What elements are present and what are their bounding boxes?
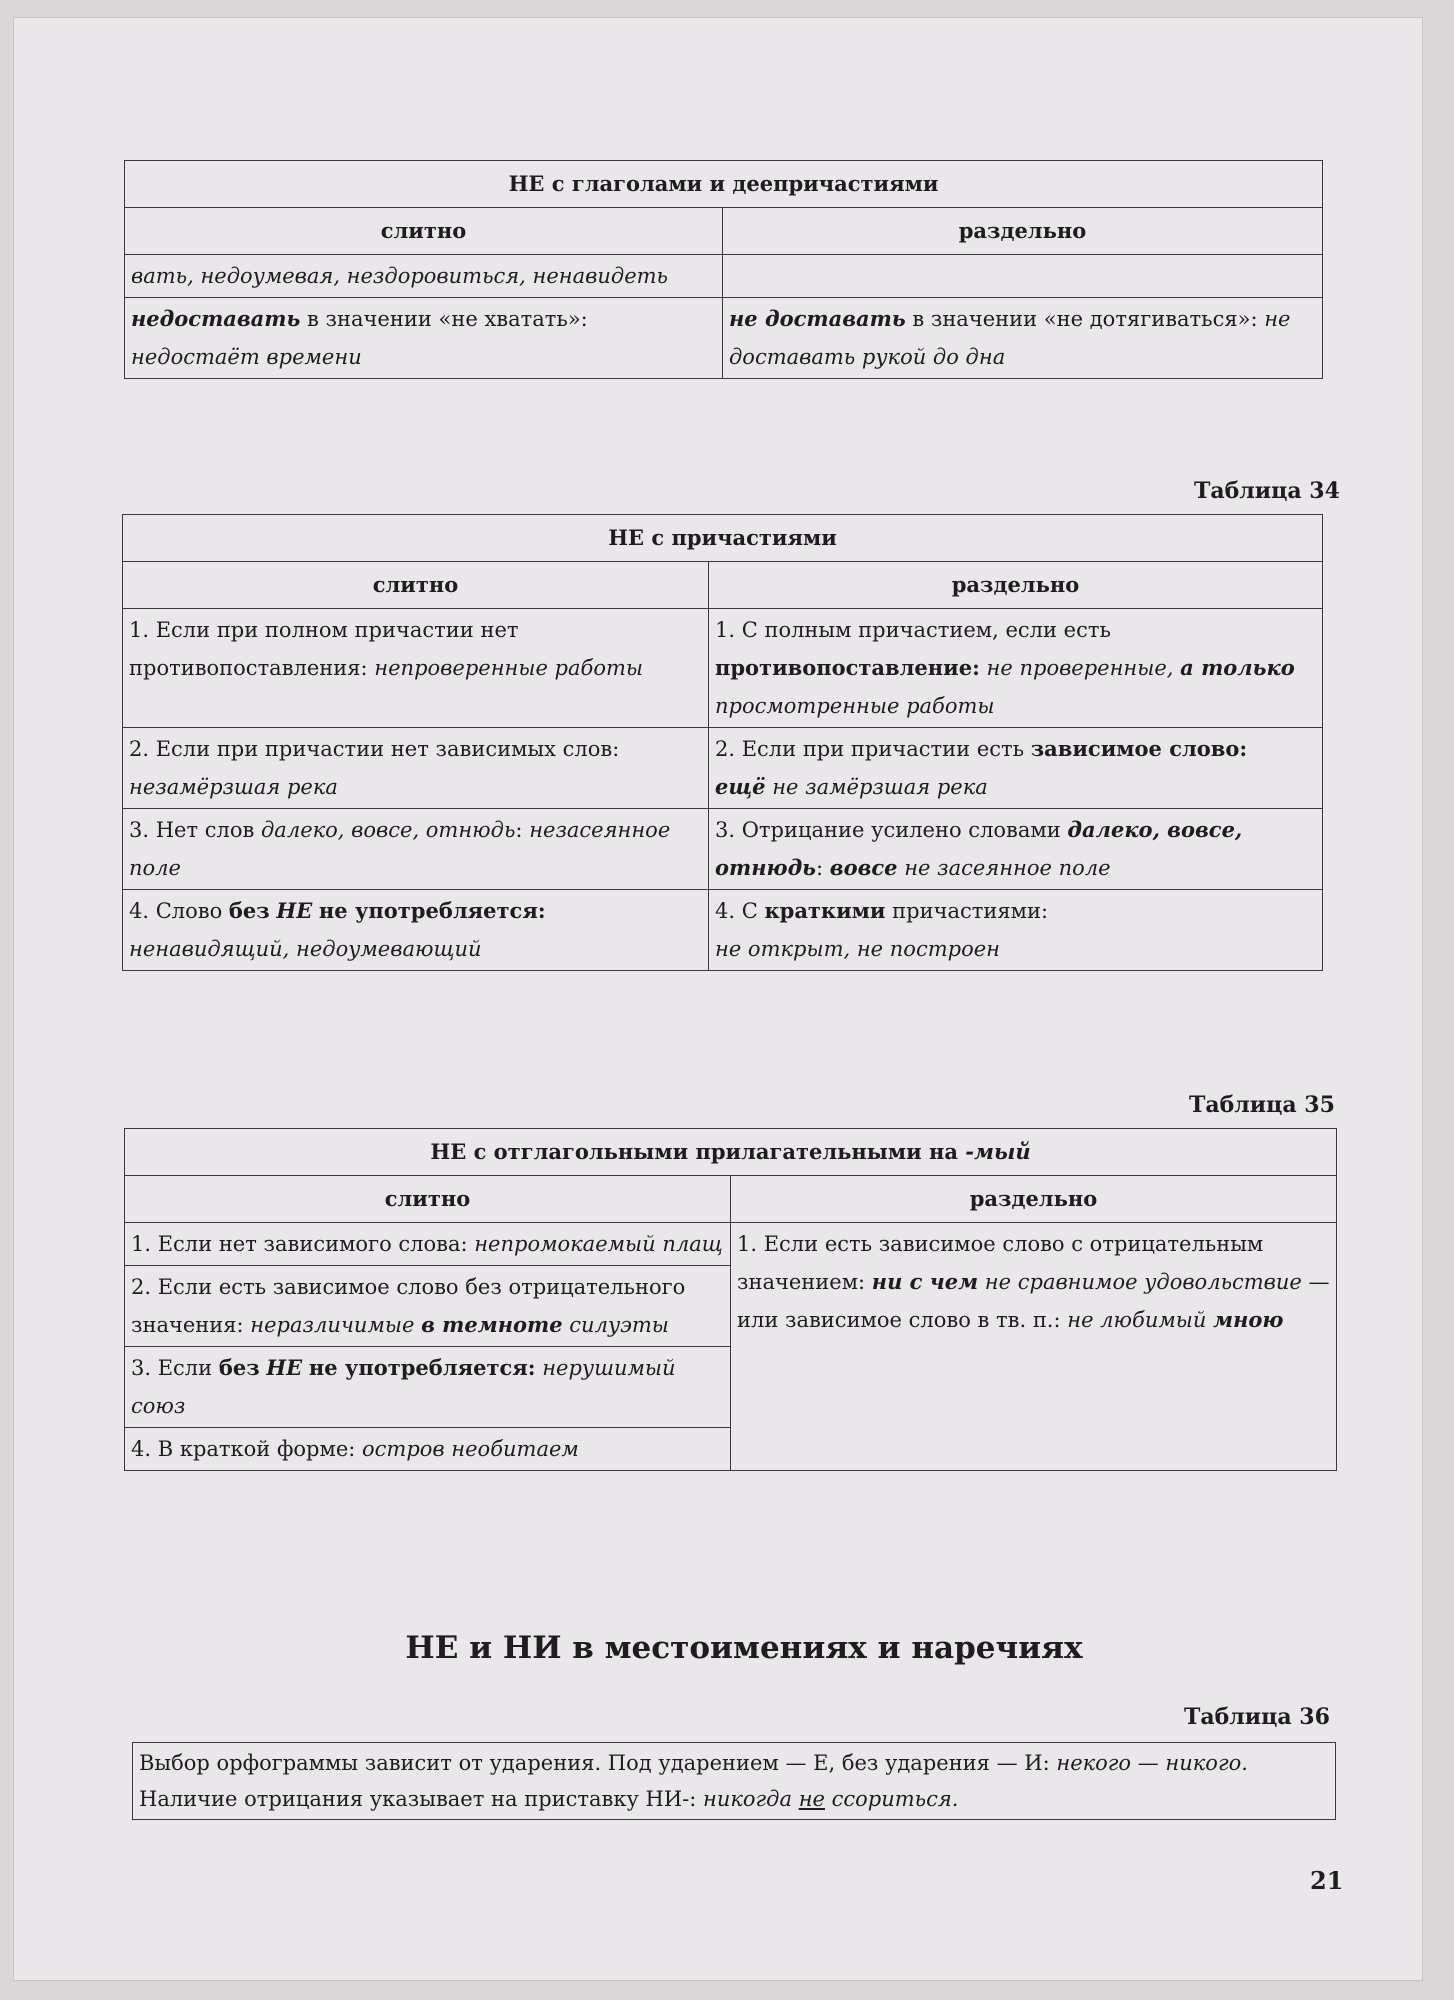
section-heading: НЕ и НИ в местоимениях и наречиях <box>405 1630 1083 1666</box>
table-cell: 1. С полным причастием, если есть противопоставление: не проверенные, а только просмотренные работы <box>709 609 1323 728</box>
page-number: 21 <box>1310 1866 1344 1895</box>
table-cell: 2. Если при причастии есть зависимое слово: ещё не замёрзшая река <box>709 728 1323 809</box>
column-header-separate: раздельно <box>709 562 1323 609</box>
column-header-together: слитно <box>125 208 723 255</box>
table-cell: не доставать в значении «не дотягиваться»: не доставать рукой до дна <box>723 298 1323 379</box>
table-cell: 2. Если при причастии нет зависимых слов: незамёрзшая река <box>123 728 709 809</box>
table-cell: 3. Если без НЕ не употребляется: нерушимый союз <box>125 1347 731 1428</box>
table-caption: Таблица 36 <box>1184 1704 1330 1730</box>
table-cell: 1. Если есть зависимое слово с отрицательным значением: ни с чем не сравнимое удовольствие — или зависимое слово в тв. п.: не любимый мною <box>731 1223 1337 1471</box>
table-caption: Таблица 35 <box>1189 1092 1335 1118</box>
table-cell: 3. Отрицание усилено словами далеко, вовсе, отнюдь: вовсе не засеянное поле <box>709 809 1323 890</box>
table-ne-verbs <box>124 160 1323 379</box>
table-cell: 4. В краткой форме: остров необитаем <box>125 1428 731 1471</box>
table-cell <box>723 255 1323 298</box>
table-ne-participles <box>122 514 1323 971</box>
column-header-together: слитно <box>123 562 709 609</box>
table-cell: 4. Слово без НЕ не употребляется: ненавидящий, недоумевающий <box>123 890 709 971</box>
table-ne-ni-rule: Выбор орфограммы зависит от ударения. Под ударением — Е, без ударения — И: некого — никого. Наличие отрицания указывает на приставку НИ-: никогда не ссориться. <box>132 1742 1336 1820</box>
column-header-together: слитно <box>125 1176 731 1223</box>
column-header-separate: раздельно <box>723 208 1323 255</box>
table-title: НЕ с отглагольными прилагательными на -мый <box>125 1129 1337 1176</box>
column-header-separate: раздельно <box>731 1176 1337 1223</box>
table-title: НЕ с глаголами и деепричастиями <box>125 161 1323 208</box>
table-caption: Таблица 34 <box>1194 478 1340 504</box>
table-title: НЕ с причастиями <box>123 515 1323 562</box>
table-ne-adjectives <box>124 1128 1337 1471</box>
table-cell: 4. С краткими причастиями: не открыт, не построен <box>709 890 1323 971</box>
table-cell: 3. Нет слов далеко, вовсе, отнюдь: незасеянное поле <box>123 809 709 890</box>
page <box>14 18 1422 1980</box>
table-cell: 1. Если нет зависимого слова: непромокаемый плащ <box>125 1223 731 1266</box>
table-cell: недоставать в значении «не хватать»: недостаёт времени <box>125 298 723 379</box>
table-cell: 2. Если есть зависимое слово без отрицательного значения: неразличимые в темноте силуэты <box>125 1266 731 1347</box>
table-cell: 1. Если при полном причастии нет противопоставления: непроверенные работы <box>123 609 709 728</box>
table-cell: вать, недоумевая, нездоровиться, ненавидеть <box>125 255 723 298</box>
